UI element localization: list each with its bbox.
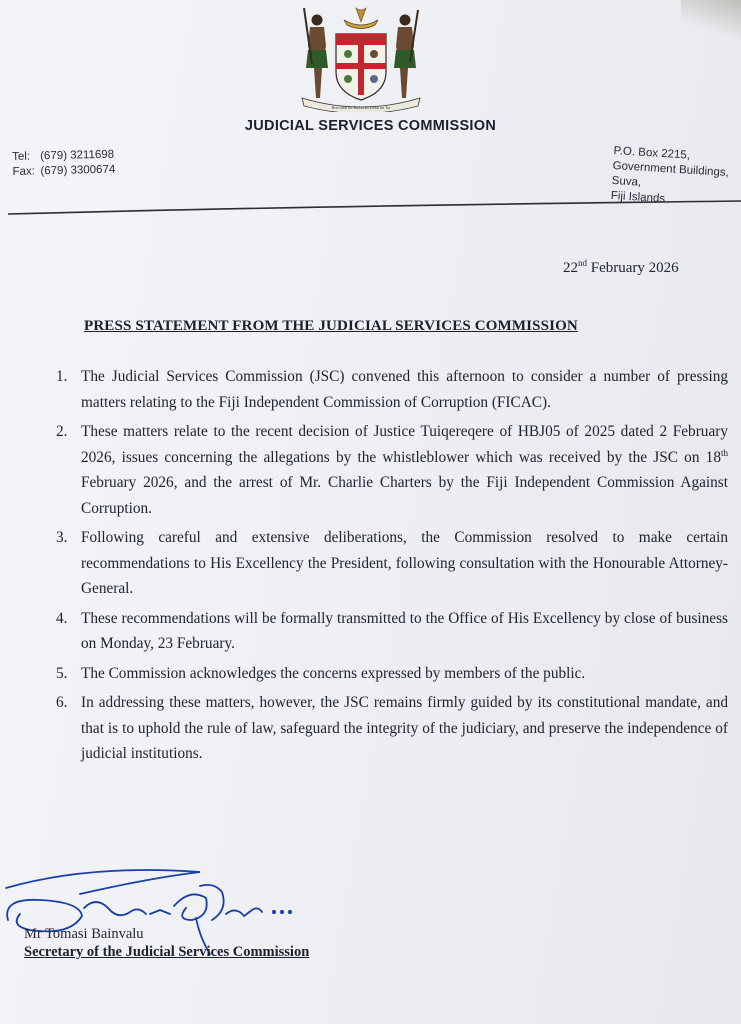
item-text: The Judicial Services Commission (JSC) convened this afternoon to consider a number of pressing matters relating to the Fiji Independent Commission of Corruption (FICAC). [81,368,728,411]
statement-heading: PRESS STATEMENT FROM THE JUDICIAL SERVICES COMMISSION [84,318,578,334]
contact-phone-fax [12,148,115,180]
phone-label: Tel: [12,150,31,163]
coat-of-arms-icon [298,6,424,112]
statement-items [40,364,728,771]
organization-name: JUDICIAL SERVICES COMMISSION [244,118,497,134]
handwritten-signature [0,858,310,958]
date-day: 22 [563,260,578,276]
phone-number: (679) 3211698 [40,148,115,163]
page-corner-shadow [681,0,741,40]
item-text: The Commission acknowledges the concerns expressed by members of the public. [81,664,586,682]
item-number: 1. [56,368,68,385]
address-line: Fiji Islands [610,189,666,206]
address-line: P.O. Box 2215, [613,144,691,162]
item-text: In addressing these matters, however, the JSC remains firmly guided by its constitutional mandate, and that is to uphold the rule of law, safeguard the integrity of the judiciary, and preserve the independence of judicial institutions. [81,694,728,762]
list-item [40,606,728,657]
item-text: These recommendations will be formally transmitted to the Office of His Excellency by close of business on Monday, 23 February. [81,609,728,652]
list-item [40,661,728,687]
date-suffix: nd [578,258,587,268]
signatory-name: Mr Tomasi Bainvalu [24,926,144,942]
crest-motto: Rerevaka na Kalou ka Doka na Tui [331,105,391,110]
list-item [40,364,728,415]
fax-number: (679) 3300674 [40,163,116,178]
address-line: Suva, [611,174,642,189]
item-number: 2. [56,423,68,440]
item-text: Following careful and extensive deliberations, the Commission resolved to make certain recommendations to His Excellency the President, following consultation with the Honourable Attorney-General. [81,529,728,597]
letterhead-divider [8,200,741,220]
date-rest: February 2026 [587,260,679,276]
list-item [40,525,728,602]
item-number: 5. [56,664,68,682]
item-number: 6. [56,694,68,711]
item-number: 3. [56,529,68,546]
item-text: These matters relate to the recent decision of Justice Tuiqereqere of HBJ05 of 2025 dated 2 February 2026, issues concerning the allegations by the whistleblower which was received by the JSC on 18 [81,423,728,466]
document-date [563,258,679,277]
list-item [40,690,728,767]
item-number: 4. [56,609,68,627]
address-line: Government Buildings, [612,159,730,180]
item-superscript: th [720,447,728,458]
fax-label: Fax: [12,165,36,178]
item-text-cont: February 2026, and the arrest of Mr. Charlie Charters by the Fiji Independent Commission Against Corruption. [81,474,728,517]
list-item [40,419,728,521]
signatory-title: Secretary of the Judicial Services Commission [24,944,310,960]
